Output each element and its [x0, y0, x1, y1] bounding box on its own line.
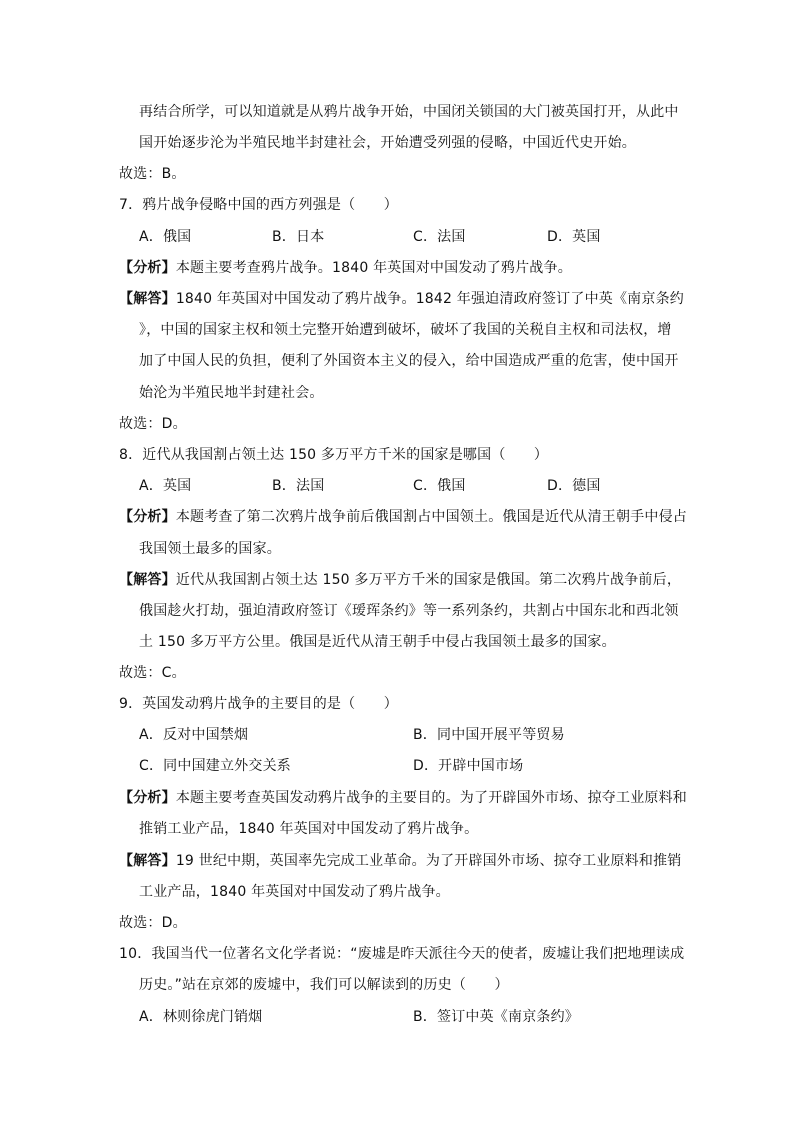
option-row: [0, 751, 794, 782]
answer-block: [119, 846, 681, 877]
answer-text: 近代从我国割占领土达 150 多万平方千米的国家是俄国。第二次鸦片战争前后，: [175, 572, 682, 588]
analysis-tag: 【分析】: [119, 790, 176, 806]
answer-text: 再结合所学，可以知道就是从鸦片战争开始，中国闭关锁国的大门被英国打开，从此中: [139, 104, 679, 120]
option-c: C．同中国建立外交关系: [139, 758, 291, 774]
answer-block: [119, 565, 681, 596]
option-d: D．德国: [547, 478, 601, 494]
answer-text: 始沦为半殖民地半封建社会。: [139, 385, 324, 401]
answer-choice: 故选：B。: [119, 166, 186, 182]
question-stem: 8．近代从我国割占领土达 150 多万平方千米的国家是哪国（ ）: [119, 447, 549, 463]
question-stem: 7．鸦片战争侵略中国的西方列强是（ ）: [119, 197, 398, 213]
answer-choice: 故选：C。: [119, 665, 186, 681]
analysis-text: 推销工业产品，1840 年英国对中国发动了鸦片战争。: [139, 821, 479, 837]
answer-text: 19 世纪中期，英国率先完成工业革命。为了开辟国外市场、掠夺工业原料和推销: [175, 853, 682, 869]
option-row: [0, 471, 794, 502]
option-d: D．英国: [547, 229, 601, 245]
analysis-tag: 【分析】: [119, 509, 176, 525]
answer-block: [119, 284, 684, 315]
answer-choice: 故选：D。: [119, 915, 187, 931]
analysis-tag: 【分析】: [119, 260, 176, 276]
answer-text: 俄国趁火打劫，强迫清政府签订《瑷珲条约》等一系列条约，共割占中国东北和西北领: [139, 603, 679, 619]
answer-text: 加了中国人民的负担，便利了外国资本主义的侵入，给中国造成严重的危害，使中国开: [139, 353, 679, 369]
option-row: [0, 720, 794, 751]
answer-text: 》，中国的国家主权和领土完整开始遭到破坏，破坏了我国的关税自主权和司法权，增: [139, 322, 672, 338]
analysis-text: 本题考查了第二次鸦片战争前后俄国割占中国领土。俄国是近代从清王朝手中侵占: [175, 509, 688, 525]
option-row: [0, 222, 794, 253]
question-stem: 历史。”站在京郊的废墟中，我们可以解读到的历史（ ）: [139, 977, 509, 993]
option-a: A．英国: [139, 478, 192, 494]
option-b: B．同中国开展平等贸易: [413, 727, 565, 743]
option-a: A．俄国: [139, 229, 192, 245]
option-a: A．林则徐虎门销烟: [139, 1009, 263, 1025]
analysis-text: 本题主要考查英国发动鸦片战争的主要目的。为了开辟国外市场、掠夺工业原料和: [175, 790, 688, 806]
option-b: B．法国: [272, 478, 325, 494]
option-b: B．日本: [272, 229, 325, 245]
option-c: C．法国: [413, 229, 466, 245]
option-a: A．反对中国禁烟: [139, 727, 249, 743]
answer-text: 国开始逐步沦为半殖民地半封建社会，开始遭受列强的侵略，中国近代史开始。: [139, 135, 636, 151]
question-stem: 9．英国发动鸦片战争的主要目的是（ ）: [119, 696, 398, 712]
answer-text: 1840 年英国对中国发动了鸦片战争。1842 年强迫清政府签订了中英《南京条约: [175, 291, 684, 307]
answer-tag: 【解答】: [119, 291, 176, 307]
question-stem: 10．我国当代一位著名文化学者说：“废墟是昨天派往今天的使者，废墟让我们把地理读成: [119, 946, 685, 962]
analysis-block: [119, 253, 572, 284]
analysis-block: [119, 502, 687, 533]
analysis-text: 我国领土最多的国家。: [139, 541, 281, 557]
option-c: C．俄国: [413, 478, 466, 494]
answer-text: 工业产品，1840 年英国对中国发动了鸦片战争。: [139, 884, 450, 900]
answer-choice: 故选：D。: [119, 416, 187, 432]
option-row: [0, 1002, 794, 1033]
option-b: B．签订中英《南京条约》: [413, 1009, 580, 1025]
analysis-block: [119, 783, 687, 814]
option-d: D．开辟中国市场: [413, 758, 524, 774]
answer-tag: 【解答】: [119, 853, 176, 869]
answer-tag: 【解答】: [119, 572, 176, 588]
answer-text: 土 150 多万平方公里。俄国是近代从清王朝手中侵占我国领土最多的国家。: [139, 634, 616, 650]
analysis-text: 本题主要考查鸦片战争。1840 年英国对中国发动了鸦片战争。: [175, 260, 572, 276]
